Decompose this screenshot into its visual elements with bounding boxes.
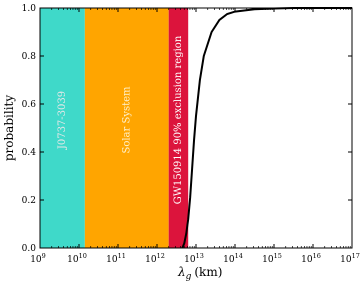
x-axis-label (177, 265, 222, 282)
region-label-0: J0737-3039 (56, 90, 68, 150)
x-tick-label: $10^9$ (30, 252, 46, 265)
x-tick-label: $10^{14}$ (223, 252, 243, 265)
x-tick-label: $10^{13}$ (184, 252, 204, 265)
x-tick-label: $10^{10}$ (67, 252, 87, 265)
x-axis-label-unit: (km) (194, 265, 223, 279)
y-tick-label: 0.4 (21, 148, 36, 158)
x-tick-label: $10^{15}$ (262, 252, 282, 265)
y-tick-label: 0.8 (21, 52, 36, 62)
y-tick-label: 1.0 (21, 4, 36, 14)
x-axis-label-symbol: λ (178, 265, 186, 279)
x-tick-label: $10^{12}$ (145, 252, 165, 265)
region-label-1: Solar System (121, 86, 133, 154)
series-layer (182, 8, 352, 248)
regions-layer (40, 8, 188, 248)
region-label-2: GW150914 90% exclusion region (172, 35, 184, 205)
y-tick-label: 0.2 (21, 196, 36, 206)
x-tick-label: $10^{11}$ (106, 252, 126, 265)
x-tick-label: $10^{17}$ (340, 252, 360, 265)
y-axis-label: probability (2, 94, 16, 162)
x-tick-label: $10^{16}$ (301, 252, 321, 265)
x-axis-label-subscript: g (185, 272, 192, 282)
y-tick-label: 0.0 (21, 244, 36, 254)
series-line-0 (182, 8, 352, 248)
y-tick-label: 0.6 (21, 100, 36, 110)
